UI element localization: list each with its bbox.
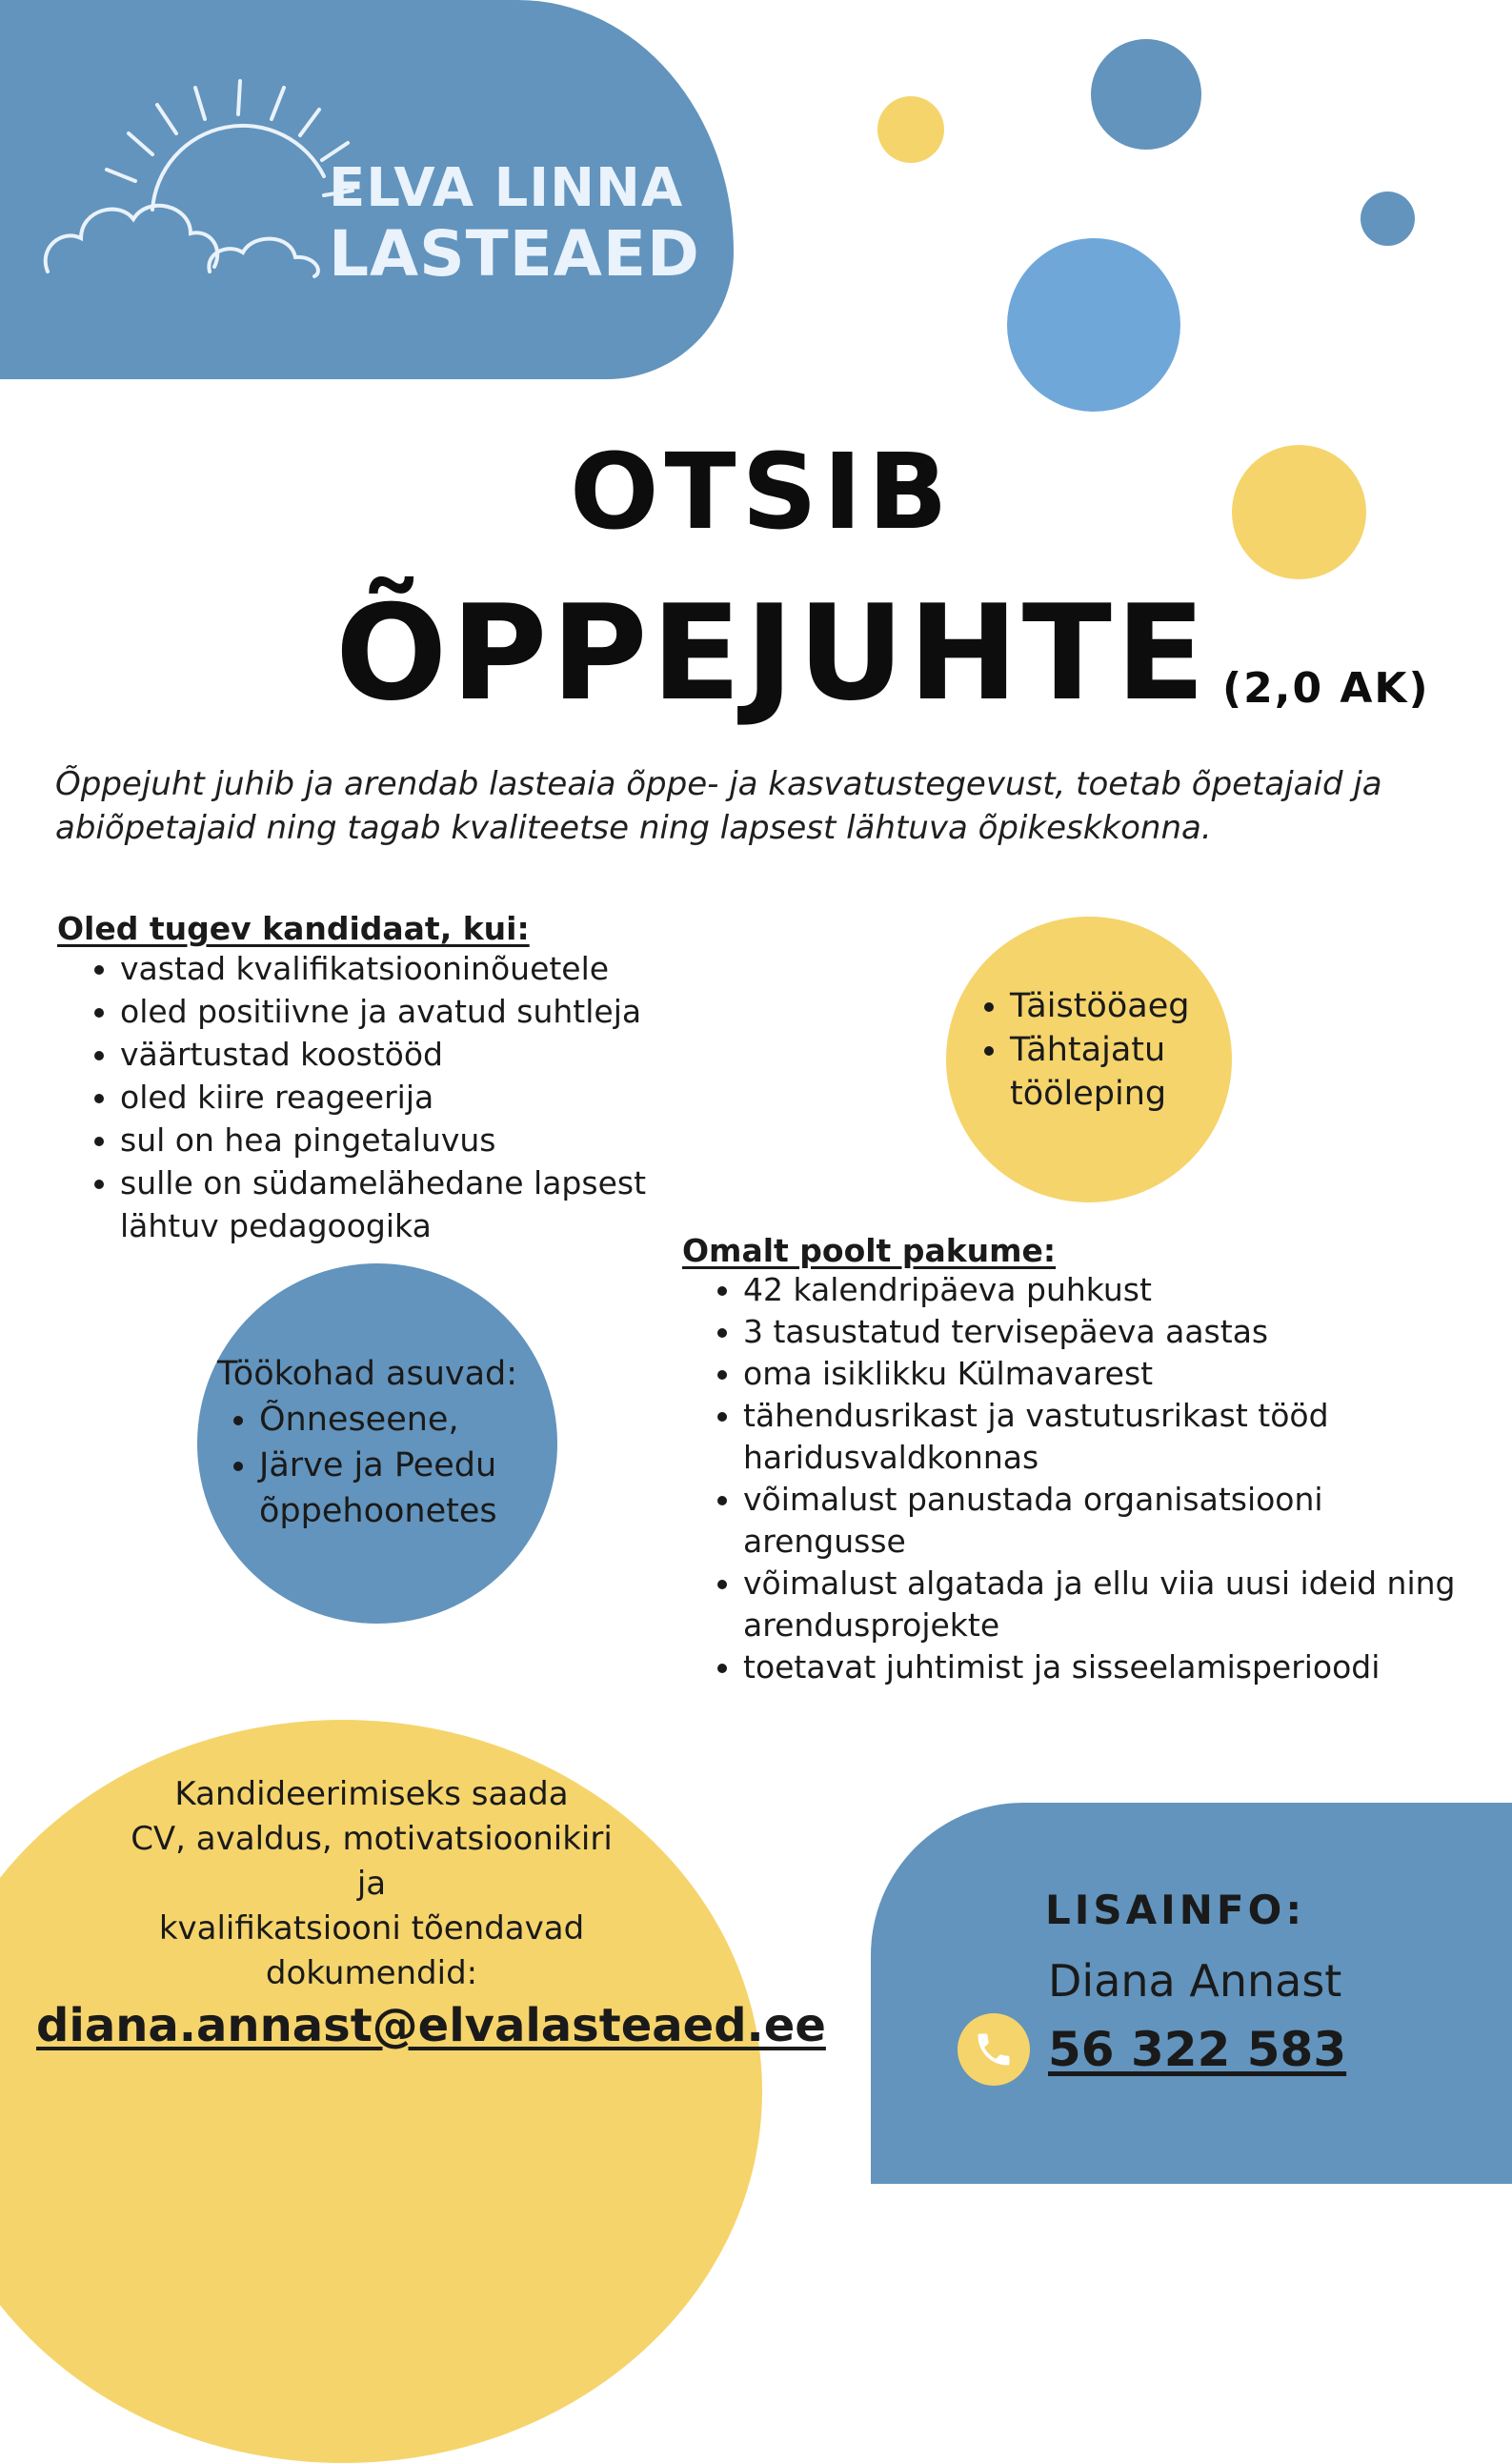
worktime-section: [972, 984, 1229, 1116]
location-title: Töökohad asuvad:: [217, 1355, 518, 1393]
location-list: [217, 1397, 560, 1534]
list-item: • 3 tasustatud tervisepäeva aastas: [743, 1311, 1482, 1353]
list-item: • oma isiklikku Külmavarest: [743, 1353, 1482, 1395]
list-item: • 42 kalendripäeva puhkust: [743, 1269, 1482, 1311]
apply-line: CV, avaldus, motivatsioonikiri: [131, 1820, 613, 1858]
list-item: • väärtustad koostööd: [120, 1033, 715, 1076]
apply-line: dokumendid:: [265, 1954, 478, 1992]
logo-text-line2: LASTEAED: [329, 217, 700, 291]
requirements-list: [57, 947, 715, 1247]
offer-section: [682, 1232, 1482, 1688]
list-item: • toetavat juhtimist ja sisseelamisperioodi: [743, 1646, 1482, 1688]
list-item: • Tähtajatu tööleping: [1010, 1028, 1229, 1116]
apply-line: kvalifikatsiooni tõendavad: [158, 1909, 585, 1948]
decor-dot: [1361, 192, 1415, 246]
list-item: • Õnneseene,: [259, 1397, 560, 1443]
contact-title: LISAINFO:: [1045, 1887, 1306, 1933]
requirements-title: Oled tugev kandidaat, kui:: [57, 910, 530, 947]
headline-otsib: OTSIB: [570, 431, 954, 553]
decor-dot: [877, 96, 944, 163]
list-item: • sul on hea pingetaluvus: [120, 1119, 715, 1161]
offer-title: Omalt poolt pakume:: [682, 1232, 1057, 1269]
requirements-section: [57, 910, 715, 1247]
phone-icon: [958, 2013, 1030, 2086]
decor-dot: [1091, 39, 1201, 150]
headline-role: ÕPPEJUHTE: [335, 576, 1210, 730]
worktime-list: [972, 984, 1229, 1116]
location-section: [217, 1351, 560, 1534]
list-item: • oled positiivne ja avatud suhtleja: [120, 990, 715, 1033]
apply-email-link[interactable]: diana.annast@elvalasteaed.ee: [36, 1999, 826, 2052]
apply-instructions: [86, 1772, 657, 1996]
decor-dot: [1007, 238, 1180, 412]
list-item: • vastad kvalifikatsiooninõuetele: [120, 947, 715, 990]
headline-workload: (2,0 AK): [1222, 664, 1430, 713]
intro-paragraph: Õppejuht juhib ja arendab lasteaia õppe- ja kasvatustegevust, toetab õpetajaid ja abiõpetajaid ning tagab kvaliteetse ning lapsest lähtuva õpikeskkonna.: [55, 765, 1382, 847]
list-item: • Täistööaeg: [1010, 984, 1229, 1028]
logo-text-line1: ELVA LINNA: [329, 157, 684, 219]
list-item: • Järve ja Peedu õppehoonetes: [259, 1443, 560, 1534]
decor-dot: [1232, 445, 1366, 579]
list-item: • tähendusrikast ja vastutusrikast tööd haridusvaldkonnas: [743, 1395, 1482, 1479]
list-item: • oled kiire reageerija: [120, 1076, 715, 1119]
apply-line: Kandideerimiseks saada: [174, 1775, 569, 1813]
list-item: • sulle on südamelähedane lapsest lähtuv pedagoogika: [120, 1161, 715, 1247]
offer-list: [682, 1269, 1482, 1688]
list-item: • võimalust algatada ja ellu viia uusi ideid ning arendusprojekte: [743, 1563, 1482, 1646]
apply-line: ja: [356, 1865, 387, 1903]
list-item: • võimalust panustada organisatsiooni arengusse: [743, 1479, 1482, 1563]
contact-name: Diana Annast: [1048, 1955, 1342, 2007]
contact-phone-link[interactable]: 56 322 583: [1048, 2022, 1347, 2077]
